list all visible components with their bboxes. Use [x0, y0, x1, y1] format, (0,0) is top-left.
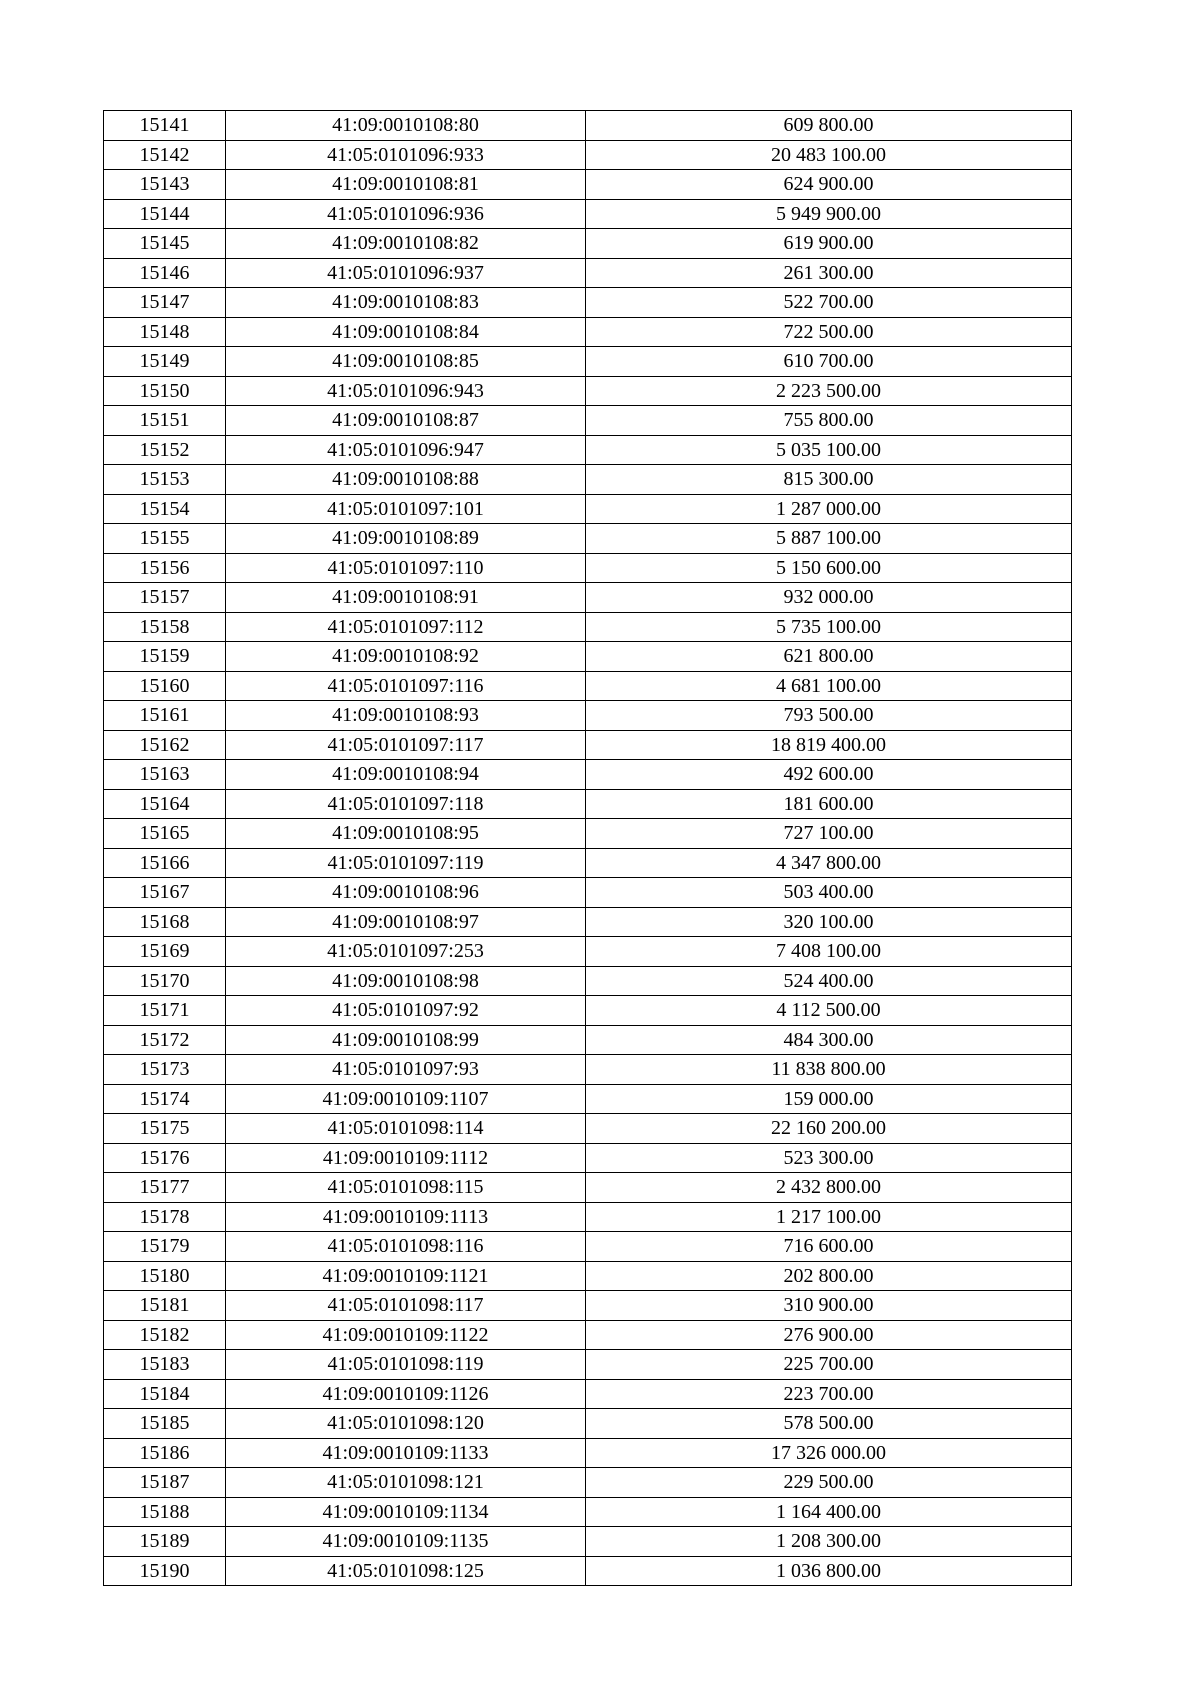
table-row	[104, 1143, 1072, 1173]
table-row	[104, 1379, 1072, 1409]
row-number-cell: 15151	[104, 406, 226, 436]
cadastral-value-cell: 522 700.00	[586, 288, 1072, 318]
table-row	[104, 524, 1072, 554]
cadastral-number-cell: 41:09:0010108:82	[226, 229, 586, 259]
table-row	[104, 1497, 1072, 1527]
table-row	[104, 317, 1072, 347]
cadastral-number-cell: 41:09:0010108:88	[226, 465, 586, 495]
table-row	[104, 1114, 1072, 1144]
row-number-cell: 15171	[104, 996, 226, 1026]
cadastral-value-cell: 932 000.00	[586, 583, 1072, 613]
table-row	[104, 465, 1072, 495]
cadastral-value-cell: 722 500.00	[586, 317, 1072, 347]
cadastral-number-cell: 41:09:0010108:80	[226, 111, 586, 141]
row-number-cell: 15144	[104, 199, 226, 229]
table-row	[104, 907, 1072, 937]
cadastral-number-cell: 41:09:0010108:81	[226, 170, 586, 200]
table-row	[104, 642, 1072, 672]
cadastral-value-cell: 276 900.00	[586, 1320, 1072, 1350]
row-number-cell: 15185	[104, 1409, 226, 1439]
table-row	[104, 1438, 1072, 1468]
cadastral-value-cell: 624 900.00	[586, 170, 1072, 200]
row-number-cell: 15169	[104, 937, 226, 967]
cadastral-value-cell: 5 887 100.00	[586, 524, 1072, 554]
cadastral-number-cell: 41:09:0010109:1121	[226, 1261, 586, 1291]
row-number-cell: 15188	[104, 1497, 226, 1527]
cadastral-number-cell: 41:05:0101098:125	[226, 1556, 586, 1586]
table-row	[104, 1261, 1072, 1291]
cadastral-number-cell: 41:09:0010108:92	[226, 642, 586, 672]
cadastral-number-cell: 41:09:0010109:1112	[226, 1143, 586, 1173]
row-number-cell: 15176	[104, 1143, 226, 1173]
row-number-cell: 15157	[104, 583, 226, 613]
cadastral-value-cell: 223 700.00	[586, 1379, 1072, 1409]
row-number-cell: 15161	[104, 701, 226, 731]
cadastral-number-cell: 41:09:0010108:84	[226, 317, 586, 347]
cadastral-number-cell: 41:09:0010108:85	[226, 347, 586, 377]
table-row	[104, 612, 1072, 642]
row-number-cell: 15158	[104, 612, 226, 642]
row-number-cell: 15141	[104, 111, 226, 141]
table-row	[104, 288, 1072, 318]
cadastral-number-cell: 41:09:0010108:99	[226, 1025, 586, 1055]
table-row	[104, 435, 1072, 465]
cadastral-value-cell: 610 700.00	[586, 347, 1072, 377]
cadastral-value-cell: 4 347 800.00	[586, 848, 1072, 878]
row-number-cell: 15156	[104, 553, 226, 583]
cadastral-value-cell: 484 300.00	[586, 1025, 1072, 1055]
row-number-cell: 15142	[104, 140, 226, 170]
cadastral-value-cell: 1 036 800.00	[586, 1556, 1072, 1586]
cadastral-number-cell: 41:05:0101096:937	[226, 258, 586, 288]
cadastral-value-cell: 524 400.00	[586, 966, 1072, 996]
cadastral-number-cell: 41:05:0101097:118	[226, 789, 586, 819]
cadastral-value-cell: 202 800.00	[586, 1261, 1072, 1291]
cadastral-value-cell: 225 700.00	[586, 1350, 1072, 1380]
row-number-cell: 15164	[104, 789, 226, 819]
row-number-cell: 15187	[104, 1468, 226, 1498]
cadastral-value-cell: 5 035 100.00	[586, 435, 1072, 465]
table-row	[104, 1173, 1072, 1203]
row-number-cell: 15179	[104, 1232, 226, 1262]
row-number-cell: 15145	[104, 229, 226, 259]
table-row	[104, 848, 1072, 878]
cadastral-value-cell: 578 500.00	[586, 1409, 1072, 1439]
row-number-cell: 15146	[104, 258, 226, 288]
row-number-cell: 15163	[104, 760, 226, 790]
cadastral-value-cell: 492 600.00	[586, 760, 1072, 790]
row-number-cell: 15186	[104, 1438, 226, 1468]
cadastral-value-cell: 18 819 400.00	[586, 730, 1072, 760]
cadastral-value-cell: 716 600.00	[586, 1232, 1072, 1262]
cadastral-number-cell: 41:05:0101096:933	[226, 140, 586, 170]
cadastral-value-cell: 1 208 300.00	[586, 1527, 1072, 1557]
cadastral-number-cell: 41:09:0010108:94	[226, 760, 586, 790]
cadastral-value-cell: 320 100.00	[586, 907, 1072, 937]
table-row	[104, 1232, 1072, 1262]
cadastral-number-cell: 41:09:0010108:83	[226, 288, 586, 318]
cadastral-value-cell: 4 681 100.00	[586, 671, 1072, 701]
cadastral-number-cell: 41:05:0101098:115	[226, 1173, 586, 1203]
cadastral-number-cell: 41:09:0010108:98	[226, 966, 586, 996]
cadastral-number-cell: 41:05:0101097:92	[226, 996, 586, 1026]
cadastral-value-cell: 159 000.00	[586, 1084, 1072, 1114]
table-row	[104, 229, 1072, 259]
cadastral-value-table	[103, 110, 1072, 1586]
row-number-cell: 15166	[104, 848, 226, 878]
cadastral-value-cell: 229 500.00	[586, 1468, 1072, 1498]
table-row	[104, 199, 1072, 229]
table-row	[104, 140, 1072, 170]
table-row	[104, 937, 1072, 967]
row-number-cell: 15162	[104, 730, 226, 760]
row-number-cell: 15189	[104, 1527, 226, 1557]
table-row	[104, 1350, 1072, 1380]
cadastral-number-cell: 41:05:0101096:936	[226, 199, 586, 229]
table-row	[104, 1409, 1072, 1439]
cadastral-value-cell: 5 735 100.00	[586, 612, 1072, 642]
row-number-cell: 15150	[104, 376, 226, 406]
table-row	[104, 1025, 1072, 1055]
row-number-cell: 15168	[104, 907, 226, 937]
cadastral-value-cell: 181 600.00	[586, 789, 1072, 819]
row-number-cell: 15160	[104, 671, 226, 701]
cadastral-value-cell: 17 326 000.00	[586, 1438, 1072, 1468]
row-number-cell: 15154	[104, 494, 226, 524]
cadastral-number-cell: 41:09:0010108:93	[226, 701, 586, 731]
table-row	[104, 996, 1072, 1026]
table-row	[104, 1055, 1072, 1085]
cadastral-number-cell: 41:05:0101098:119	[226, 1350, 586, 1380]
cadastral-number-cell: 41:05:0101097:117	[226, 730, 586, 760]
row-number-cell: 15159	[104, 642, 226, 672]
cadastral-value-cell: 4 112 500.00	[586, 996, 1072, 1026]
table-row	[104, 111, 1072, 141]
row-number-cell: 15143	[104, 170, 226, 200]
cadastral-value-cell: 755 800.00	[586, 406, 1072, 436]
cadastral-value-cell: 310 900.00	[586, 1291, 1072, 1321]
table-row	[104, 1084, 1072, 1114]
cadastral-number-cell: 41:05:0101096:943	[226, 376, 586, 406]
row-number-cell: 15147	[104, 288, 226, 318]
cadastral-number-cell: 41:09:0010109:1122	[226, 1320, 586, 1350]
cadastral-value-cell: 793 500.00	[586, 701, 1072, 731]
cadastral-value-cell: 1 287 000.00	[586, 494, 1072, 524]
cadastral-number-cell: 41:09:0010109:1107	[226, 1084, 586, 1114]
row-number-cell: 15177	[104, 1173, 226, 1203]
table-row	[104, 583, 1072, 613]
cadastral-number-cell: 41:09:0010108:89	[226, 524, 586, 554]
cadastral-number-cell: 41:09:0010109:1134	[226, 1497, 586, 1527]
cadastral-value-cell: 7 408 100.00	[586, 937, 1072, 967]
cadastral-number-cell: 41:05:0101097:116	[226, 671, 586, 701]
cadastral-value-cell: 815 300.00	[586, 465, 1072, 495]
row-number-cell: 15170	[104, 966, 226, 996]
cadastral-number-cell: 41:09:0010108:87	[226, 406, 586, 436]
cadastral-number-cell: 41:05:0101098:114	[226, 1114, 586, 1144]
row-number-cell: 15184	[104, 1379, 226, 1409]
row-number-cell: 15152	[104, 435, 226, 465]
row-number-cell: 15148	[104, 317, 226, 347]
table-row	[104, 819, 1072, 849]
table-row	[104, 671, 1072, 701]
cadastral-number-cell: 41:09:0010109:1135	[226, 1527, 586, 1557]
row-number-cell: 15183	[104, 1350, 226, 1380]
row-number-cell: 15172	[104, 1025, 226, 1055]
cadastral-number-cell: 41:05:0101098:120	[226, 1409, 586, 1439]
row-number-cell: 15155	[104, 524, 226, 554]
cadastral-value-cell: 1 164 400.00	[586, 1497, 1072, 1527]
cadastral-number-cell: 41:05:0101097:119	[226, 848, 586, 878]
row-number-cell: 15175	[104, 1114, 226, 1144]
table-row	[104, 376, 1072, 406]
table-row	[104, 553, 1072, 583]
table-row	[104, 760, 1072, 790]
cadastral-number-cell: 41:09:0010109:1126	[226, 1379, 586, 1409]
table-row	[104, 1527, 1072, 1557]
table-row	[104, 878, 1072, 908]
row-number-cell: 15174	[104, 1084, 226, 1114]
cadastral-value-cell: 11 838 800.00	[586, 1055, 1072, 1085]
table-body	[104, 111, 1072, 1586]
cadastral-value-cell: 5 949 900.00	[586, 199, 1072, 229]
cadastral-value-cell: 523 300.00	[586, 1143, 1072, 1173]
cadastral-value-cell: 261 300.00	[586, 258, 1072, 288]
row-number-cell: 15167	[104, 878, 226, 908]
cadastral-number-cell: 41:05:0101097:93	[226, 1055, 586, 1085]
cadastral-value-cell: 2 223 500.00	[586, 376, 1072, 406]
row-number-cell: 15178	[104, 1202, 226, 1232]
row-number-cell: 15165	[104, 819, 226, 849]
cadastral-value-cell: 503 400.00	[586, 878, 1072, 908]
row-number-cell: 15182	[104, 1320, 226, 1350]
table-row	[104, 258, 1072, 288]
row-number-cell: 15190	[104, 1556, 226, 1586]
table-row	[104, 789, 1072, 819]
cadastral-number-cell: 41:09:0010108:97	[226, 907, 586, 937]
cadastral-value-cell: 609 800.00	[586, 111, 1072, 141]
cadastral-number-cell: 41:05:0101097:110	[226, 553, 586, 583]
cadastral-number-cell: 41:09:0010109:1133	[226, 1438, 586, 1468]
cadastral-number-cell: 41:09:0010108:96	[226, 878, 586, 908]
table-row	[104, 966, 1072, 996]
table-row	[104, 1468, 1072, 1498]
cadastral-value-cell: 22 160 200.00	[586, 1114, 1072, 1144]
cadastral-number-cell: 41:05:0101098:117	[226, 1291, 586, 1321]
table-row	[104, 1556, 1072, 1586]
table-row	[104, 1291, 1072, 1321]
cadastral-value-cell: 20 483 100.00	[586, 140, 1072, 170]
row-number-cell: 15149	[104, 347, 226, 377]
table-row	[104, 730, 1072, 760]
cadastral-number-cell: 41:05:0101097:253	[226, 937, 586, 967]
cadastral-number-cell: 41:05:0101098:116	[226, 1232, 586, 1262]
cadastral-number-cell: 41:09:0010109:1113	[226, 1202, 586, 1232]
cadastral-number-cell: 41:09:0010108:91	[226, 583, 586, 613]
cadastral-value-cell: 621 800.00	[586, 642, 1072, 672]
table-row	[104, 170, 1072, 200]
row-number-cell: 15153	[104, 465, 226, 495]
cadastral-number-cell: 41:05:0101098:121	[226, 1468, 586, 1498]
row-number-cell: 15181	[104, 1291, 226, 1321]
table-row	[104, 1320, 1072, 1350]
table-row	[104, 701, 1072, 731]
cadastral-number-cell: 41:05:0101096:947	[226, 435, 586, 465]
row-number-cell: 15173	[104, 1055, 226, 1085]
cadastral-value-cell: 727 100.00	[586, 819, 1072, 849]
table-row	[104, 347, 1072, 377]
cadastral-value-cell: 2 432 800.00	[586, 1173, 1072, 1203]
cadastral-number-cell: 41:09:0010108:95	[226, 819, 586, 849]
table-row	[104, 1202, 1072, 1232]
table-row	[104, 406, 1072, 436]
row-number-cell: 15180	[104, 1261, 226, 1291]
cadastral-value-cell: 5 150 600.00	[586, 553, 1072, 583]
table-row	[104, 494, 1072, 524]
cadastral-number-cell: 41:05:0101097:101	[226, 494, 586, 524]
cadastral-number-cell: 41:05:0101097:112	[226, 612, 586, 642]
cadastral-value-cell: 619 900.00	[586, 229, 1072, 259]
cadastral-value-cell: 1 217 100.00	[586, 1202, 1072, 1232]
